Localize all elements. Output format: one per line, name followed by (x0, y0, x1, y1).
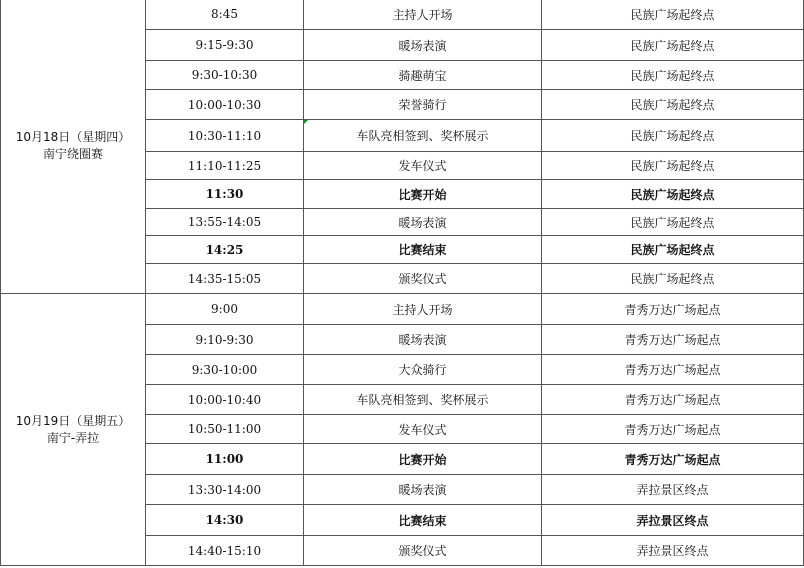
location-cell: 青秀万达广场起点 (542, 415, 804, 444)
time-cell: 9:00 (146, 294, 304, 325)
time-cell: 10:30-11:10 (146, 120, 304, 152)
location-cell: 弄拉景区终点 (542, 536, 804, 566)
event-cell: 发车仪式 (304, 152, 542, 180)
time-cell: 10:00-10:30 (146, 90, 304, 120)
time-cell: 13:30-14:00 (146, 475, 304, 505)
location-cell: 民族广场起终点 (542, 0, 804, 30)
event-cell: 主持人开场 (304, 294, 542, 325)
time-cell: 14:35-15:05 (146, 264, 304, 294)
location-cell: 青秀万达广场起点 (542, 294, 804, 325)
time-cell: 10:50-11:00 (146, 415, 304, 444)
event-cell: 颁奖仪式 (304, 536, 542, 566)
event-cell: 暖场表演 (304, 30, 542, 61)
day-date-label: 10月18日（星期四） (15, 130, 131, 144)
location-cell: 青秀万达广场起点 (542, 355, 804, 385)
cell-comment-marker (303, 120, 308, 125)
day-cell (1, 294, 146, 566)
location-cell: 青秀万达广场起点 (542, 444, 804, 475)
location-cell: 民族广场起终点 (542, 61, 804, 90)
event-cell: 荣誉骑行 (304, 90, 542, 120)
event-cell: 主持人开场 (304, 0, 542, 30)
time-cell: 9:15-9:30 (146, 30, 304, 61)
table-row (1, 294, 804, 325)
event-cell: 比赛开始 (304, 180, 542, 209)
time-cell: 9:30-10:00 (146, 355, 304, 385)
location-cell: 民族广场起终点 (542, 236, 804, 264)
location-cell: 弄拉景区终点 (542, 505, 804, 536)
day-route-label: 南宁绕圈赛 (42, 147, 103, 161)
event-cell: 比赛开始 (304, 444, 542, 475)
time-cell: 9:30-10:30 (146, 61, 304, 90)
time-cell: 10:00-10:40 (146, 385, 304, 415)
location-cell: 民族广场起终点 (542, 264, 804, 294)
time-cell: 8:45 (146, 0, 304, 30)
time-cell: 9:10-9:30 (146, 325, 304, 355)
time-cell: 14:30 (146, 505, 304, 536)
location-cell: 民族广场起终点 (542, 30, 804, 61)
table-row (1, 0, 804, 30)
schedule-body (1, 0, 804, 566)
event-cell: 暖场表演 (304, 209, 542, 236)
event-cell: 骑趣萌宝 (304, 61, 542, 90)
location-cell: 青秀万达广场起点 (542, 325, 804, 355)
time-cell: 11:10-11:25 (146, 152, 304, 180)
location-cell: 民族广场起终点 (542, 120, 804, 152)
time-cell: 11:30 (146, 180, 304, 209)
time-cell: 13:55-14:05 (146, 209, 304, 236)
day-cell (1, 0, 146, 294)
time-cell: 14:40-15:10 (146, 536, 304, 566)
event-cell: 车队亮相签到、奖杯展示 (304, 385, 542, 415)
event-cell: 比赛结束 (304, 236, 542, 264)
event-cell: 比赛结束 (304, 505, 542, 536)
event-cell: 发车仪式 (304, 415, 542, 444)
day-route-label: 南宁-弄拉 (46, 430, 100, 445)
day-date-label: 10月19日（星期五） (15, 413, 131, 428)
event-cell: 车队亮相签到、奖杯展示 (304, 120, 542, 152)
location-cell: 民族广场起终点 (542, 90, 804, 120)
event-cell: 大众骑行 (304, 355, 542, 385)
event-cell: 暖场表演 (304, 325, 542, 355)
location-cell: 民族广场起终点 (542, 209, 804, 236)
event-cell: 颁奖仪式 (304, 264, 542, 294)
location-cell: 民族广场起终点 (542, 180, 804, 209)
time-cell: 11:00 (146, 444, 304, 475)
location-cell: 弄拉景区终点 (542, 475, 804, 505)
location-cell: 青秀万达广场起点 (542, 385, 804, 415)
time-cell: 14:25 (146, 236, 304, 264)
location-cell: 民族广场起终点 (542, 152, 804, 180)
event-cell: 暖场表演 (304, 475, 542, 505)
